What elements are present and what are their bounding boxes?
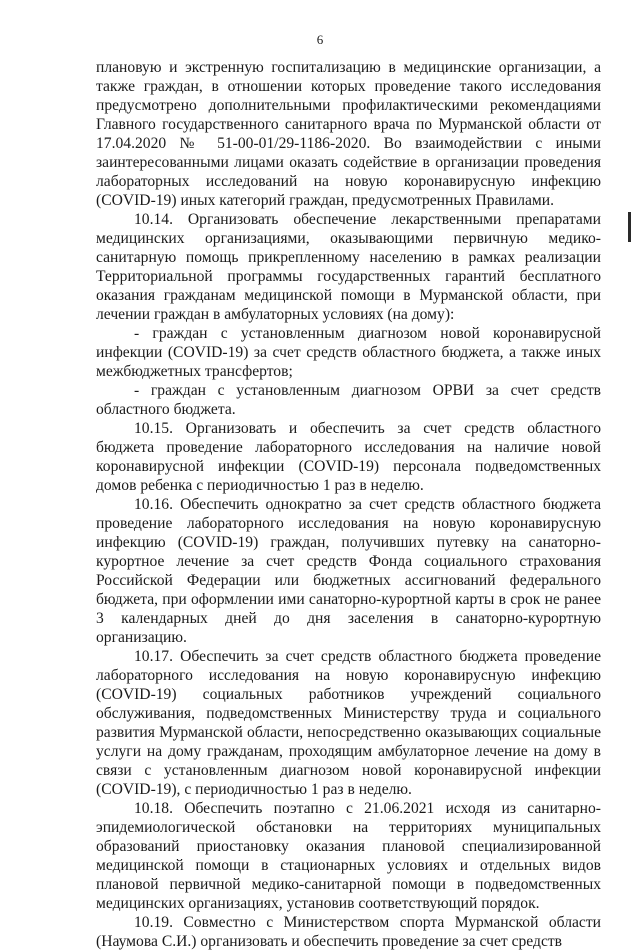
page-number: 6 [316, 32, 324, 47]
paragraph-10-16: 10.16. Обеспечить однократно за счет средств областного бюджета проведение лабораторного исследования на новую коронавирусную инфекцию (COVID-19) граждан, получивших путевку на санаторно-курортное лечение за счет средств Фонда социального страхования Российской Федерации или бюджетных ассигнований федерального бюджета, при оформлении ими санаторно-курортной карты в срок не ранее 3 календарных дней до дня заселения в санаторно-курортную организацию. [96, 496, 601, 646]
scan-edge-mark [628, 212, 631, 242]
document-body [96, 58, 601, 951]
paragraph-10-17: 10.17. Обеспечить за счет средств областного бюджета проведение лабораторного исследования на новую коронавирусную инфекцию (COVID-19) социальных работников учреждений социального обслуживания, подведомственных Министерству труда и социального развития Мурманской области, непосредственно оказывающих социальные услуги на дому гражданам, проходящим амбулаторное лечение на дому в связи с установленным диагнозом новой коронавирусной инфекции (COVID-19), с периодичностью 1 раз в неделю. [96, 648, 601, 798]
list-item-orvi: - граждан с установленным диагнозом ОРВИ за счет средств областного бюджета. [96, 382, 601, 418]
paragraph-10-14: 10.14. Организовать обеспечение лекарственными препаратами медицинских организациями, оказывающими первичную медико-санитарную помощь прикрепленному населению в рамках реализации Территориальной программы государственных гарантий бесплатного оказания гражданам медицинской помощи в Мурманской области, при лечении граждан в амбулаторных условиях (на дому): [96, 211, 601, 323]
paragraph-10-15: 10.15. Организовать и обеспечить за счет средств областного бюджета проведение лабораторного исследования на наличие новой коронавирусной инфекции (COVID-19) персонала подведомственных домов ребенка с периодичностью 1 раз в неделю. [96, 420, 601, 494]
list-item-covid: - граждан с установленным диагнозом новой коронавирусной инфекции (COVID-19) за счет средств областного бюджета, а также иных межбюджетных трансфертов; [96, 325, 601, 380]
paragraph-10-18: 10.18. Обеспечить поэтапно с 21.06.2021 исходя из санитарно-эпидемиологической обстановки на территориях муниципальных образований приостановку оказания плановой специализированной медицинской помощи в стационарных условиях и отдельных видов плановой первичной медико-санитарной помощи в подведомственных медицинских организациях, установив соответствующий порядок. [96, 800, 601, 912]
paragraph-10-19: 10.19. Совместно с Министерством спорта Мурманской области (Наумова С.И.) организовать и обеспечить проведение за счет средств [96, 914, 601, 950]
paragraph-continuation: плановую и экстренную госпитализацию в медицинские организации, а также граждан, в отношении которых проведение такого исследования предусмотрено дополнительными профилактическими рекомендациями Главного государственного санитарного врача по Мурманской области от 17.04.2020 № 51-00-01/29-1186-2020. Во взаимодействии с иными заинтересованными лицами оказать содействие в организации проведения лабораторных исследований на новую коронавирусную инфекцию (COVID-19) иных категорий граждан, предусмотренных Правилами. [96, 59, 601, 209]
